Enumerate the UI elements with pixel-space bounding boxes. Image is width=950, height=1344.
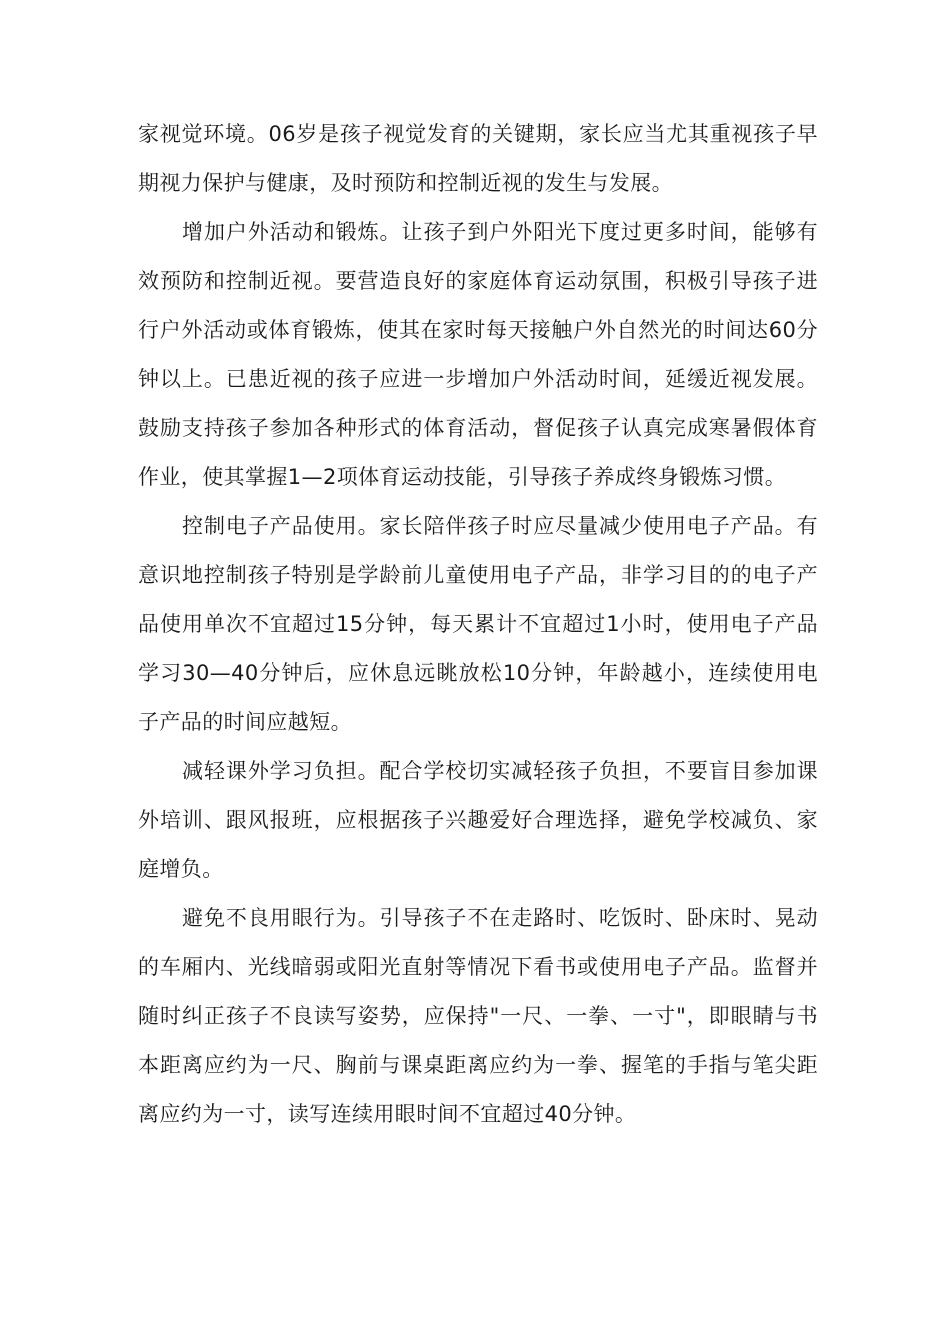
- paragraph-study-burden: 减轻课外学习负担。配合学校切实减轻孩子负担，不要盲目参加课外培训、跟风报班，应根据孩子兴趣爱好合理选择，避免学校减负、家庭增负。: [138, 759, 818, 881]
- paragraph-eye-habits: 避免不良用眼行为。引导孩子不在走路时、吃饭时、卧床时、晃动的车厢内、光线暗弱或阳光直射等情况下看书或使用电子产品。监督并随时纠正孩子不良读写姿势，应保持"一尺、一拳、一寸"，即眼睛与书本距离应约为一尺、胸前与课桌距离应约为一拳、握笔的手指与笔尖距离应约为一寸，读写连续用眼时间不宜超过40分钟。: [138, 906, 818, 1126]
- document-body: [138, 110, 818, 1139]
- paragraph-outdoor-activity: 增加户外活动和锻炼。让孩子到户外阳光下度过更多时间，能够有效预防和控制近视。要营造良好的家庭体育运动氛围，积极引导孩子进行户外活动或体育锻炼，使其在家时每天接触户外自然光的时间达60分钟以上。已患近视的孩子应进一步增加户外活动时间，延缓近视发展。鼓励支持孩子参加各种形式的体育活动，督促孩子认真完成寒暑假体育作业，使其掌握1—2项体育运动技能，引导孩子养成终身锻炼习惯。: [138, 220, 818, 489]
- paragraph-electronic-products: 控制电子产品使用。家长陪伴孩子时应尽量减少使用电子产品。有意识地控制孩子特别是学龄前儿童使用电子产品，非学习目的的电子产品使用单次不宜超过15分钟，每天累计不宜超过1小时，使用电子产品学习30—40分钟后，应休息远眺放松10分钟，年龄越小，连续使用电子产品的时间应越短。: [138, 514, 818, 734]
- paragraph-visual-environment: 家视觉环境。06岁是孩子视觉发育的关键期，家长应当尤其重视孩子早期视力保护与健康，及时预防和控制近视的发生与发展。: [138, 122, 818, 195]
